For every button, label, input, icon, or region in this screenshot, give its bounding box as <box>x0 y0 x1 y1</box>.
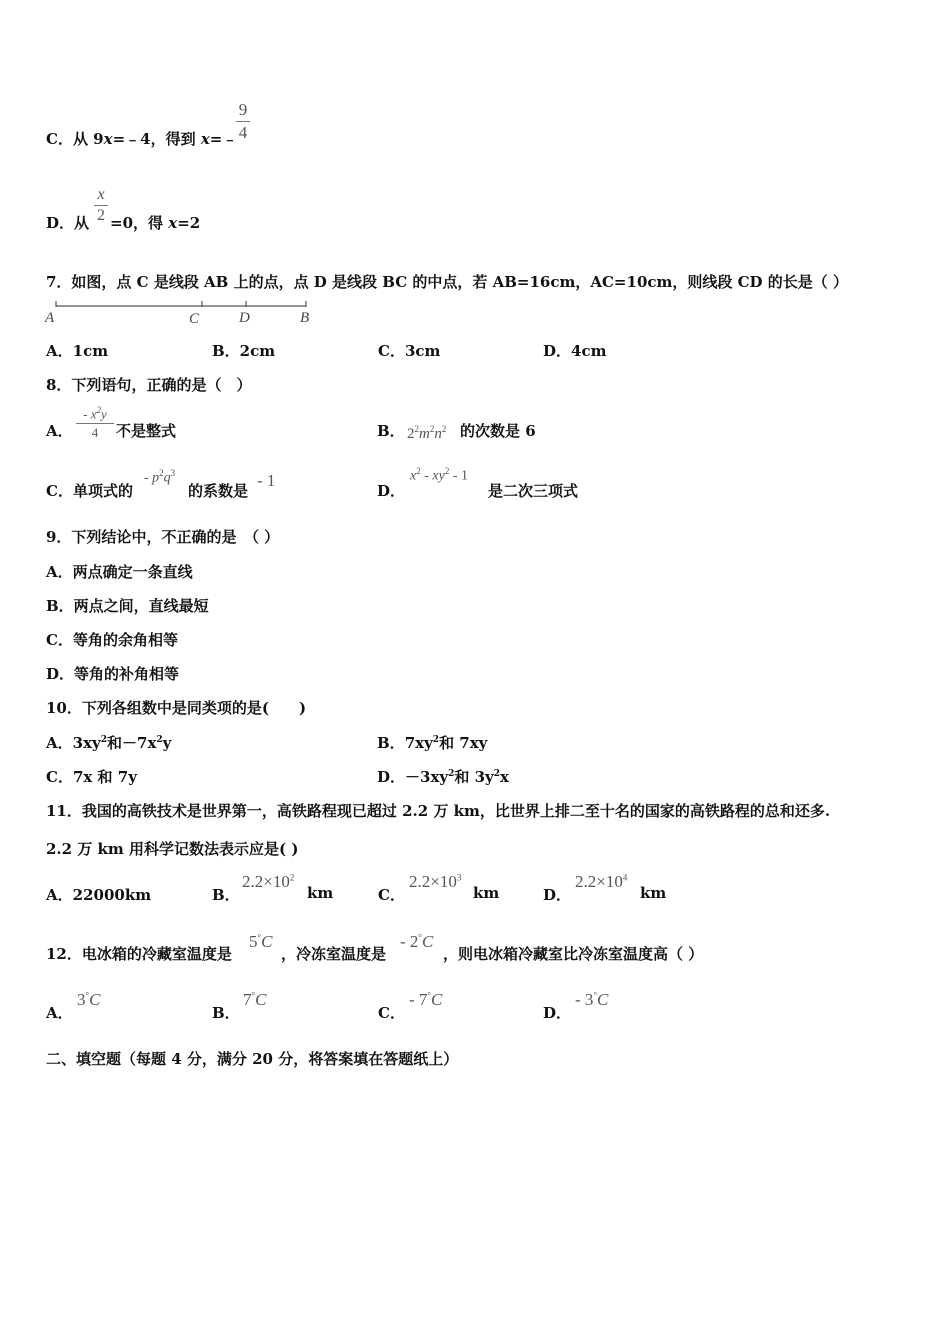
q12-option-d-value: - 3°C <box>575 990 609 1009</box>
q12-fridge-temp: 5°C <box>249 932 273 951</box>
q11-b-expression: $2.2\times 10^2$ <box>242 872 295 891</box>
q10-option-b: B．$7xy^2$和 7xy <box>377 734 488 752</box>
q12-option-b-label: B． <box>212 1004 240 1022</box>
q7-option-d: D．4cm <box>543 342 607 360</box>
q6-d-fraction: x 2 <box>94 186 108 225</box>
q10-option-a: A．$3xy^2$和$-7x^2y$ <box>46 734 172 752</box>
q8-option-a-text: 不是整式 <box>116 422 177 440</box>
q12-option-b-value: 7°C <box>243 990 267 1009</box>
q12-stem-pre: 12．电冰箱的冷藏室温度是 <box>46 945 232 963</box>
q11-d-expression: $2.2\times 10^4$ <box>575 872 628 891</box>
point-b-label: B <box>300 310 310 326</box>
q12-stem-post: ，则电冰箱冷藏室比冷冻室温度高（ ） <box>443 945 704 963</box>
point-a-label: A <box>45 310 55 326</box>
q11-option-a: A．22000km <box>46 886 152 904</box>
q11-stem-line1: 11．我国的高铁技术是世界第一，高铁路程现已超过 2.2 万 km，比世界上排二至十名的国家的高铁路程的总和还多. <box>46 802 831 820</box>
q8-d-polynomial: $x^2 - xy^2 - 1$ <box>410 466 468 484</box>
q6-d-rest: =0，得 x=2 <box>110 214 201 232</box>
q8-option-d-text: 是二次三项式 <box>488 482 579 500</box>
q6-option-d: D．从 <box>46 214 90 232</box>
q7-stem: 7．如图，点 C 是线段 AB 上的点，点 D 是线段 BC 的中点，若 AB=16cm，AC=10cm，则线段 CD 的长是（ ） <box>46 273 848 291</box>
q11-option-c-label: C． <box>378 886 405 904</box>
q12-freezer-temp: - 2°C <box>400 932 434 951</box>
q8-option-b-text: 的次数是 6 <box>460 422 536 440</box>
q9-option-d: D．等角的补角相等 <box>46 665 180 683</box>
q11-d-unit: km <box>640 884 667 902</box>
q10-option-d: D．$-3xy^2$和 $3y^2x$ <box>377 768 509 786</box>
q11-c-expression: $2.2\times 10^3$ <box>409 872 462 891</box>
q10-option-c: C．7x 和 7y <box>46 768 137 786</box>
q8-a-fraction: - $x^2y$ 4 <box>76 405 114 441</box>
q7-line-segment-figure <box>44 298 324 328</box>
q7-option-b: B．2cm <box>212 342 276 360</box>
q11-b-unit: km <box>307 884 334 902</box>
q12-option-c-label: C． <box>378 1004 405 1022</box>
q7-option-a: A．1cm <box>46 342 109 360</box>
q11-option-d-label: D． <box>543 886 572 904</box>
q9-stem: 9．下列结论中，不正确的是 （ ） <box>46 528 280 546</box>
q9-option-b: B．两点之间，直线最短 <box>46 597 209 615</box>
q8-option-c-text: 的系数是 <box>188 482 249 500</box>
q12-option-a-value: 3°C <box>77 990 101 1009</box>
q11-c-unit: km <box>473 884 500 902</box>
q8-option-c-label: C．单项式的 <box>46 482 133 500</box>
q8-c-monomial: - $p^2q^3$ <box>144 468 176 486</box>
q12-option-c-value: - 7°C <box>409 990 443 1009</box>
q11-stem-line2: 2.2 万 km 用科学记数法表示应是( ) <box>46 840 299 858</box>
q9-option-a: A．两点确定一条直线 <box>46 563 193 581</box>
q8-option-a-label: A． <box>46 422 73 440</box>
q8-c-coefficient: - 1 <box>257 471 276 490</box>
q9-option-c: C．等角的余角相等 <box>46 631 178 649</box>
point-d-label: D <box>239 310 250 326</box>
q7-option-c: C．3cm <box>378 342 441 360</box>
q6-c-fraction: 9 4 <box>236 100 250 143</box>
section-2-title: 二、填空题（每题 4 分，满分 20 分，将答案填在答题纸上） <box>46 1050 459 1068</box>
q8-option-d-label: D． <box>377 482 406 500</box>
q8-stem: 8．下列语句，正确的是（ ） <box>46 376 252 394</box>
q12-stem-mid: ，冷冻室温度是 <box>281 945 387 963</box>
point-c-label: C <box>189 311 200 327</box>
q8-option-b-label: B． <box>377 422 405 440</box>
q12-option-a-label: A． <box>46 1004 73 1022</box>
q11-option-b-label: B． <box>212 886 240 904</box>
q12-option-d-label: D． <box>543 1004 572 1022</box>
q6-option-c: C．从 9x=﹣4，得到 x=﹣ <box>46 130 238 148</box>
q8-b-expression: $2^2m^2n^2$ <box>407 424 447 442</box>
q10-stem: 10．下列各组数中是同类项的是( ) <box>46 699 307 717</box>
